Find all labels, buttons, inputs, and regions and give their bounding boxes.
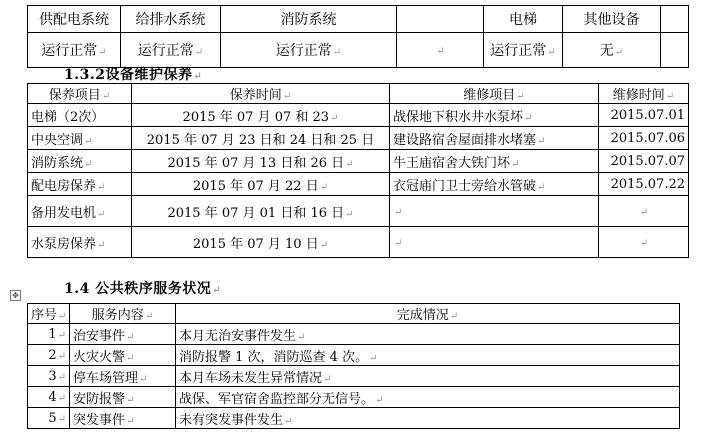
repair-time: 2015.07.07: [599, 150, 689, 173]
table-row: [28, 127, 689, 150]
table-row: [28, 104, 689, 127]
system-status-value-row: [28, 33, 689, 68]
maintenance-item: 水泵房保养↵: [28, 227, 132, 258]
table-cell-empty: [661, 33, 689, 68]
public-order-header-status: 完成情况↵: [176, 304, 680, 324]
repair-time: ↵: [599, 196, 689, 227]
maintenance-time: 2015 年 07 月 07 和 23↵: [132, 104, 390, 127]
table-cell-empty: [661, 6, 689, 33]
repair-item: ↵: [390, 227, 599, 258]
row-number: 2↵: [28, 345, 70, 366]
system-value-fire: 运行正常↵: [221, 33, 397, 68]
maintenance-time: 2015 年 07 月 10 日↵: [132, 227, 390, 258]
maintenance-item: 消防系统↵: [28, 150, 132, 173]
system-value-water: 运行正常↵: [121, 33, 221, 68]
service-content: 安防报警↵: [70, 387, 176, 408]
maintenance-heading: 1.3.2设备维护保养↵: [64, 67, 203, 83]
service-content: 停车场管理↵: [70, 366, 176, 387]
service-content: 治安事件↵: [70, 324, 176, 345]
maintenance-table: [27, 83, 689, 258]
system-value-power: 运行正常↵: [28, 33, 121, 68]
repair-item: 牛王庙宿舍大铁门坏↵: [390, 150, 599, 173]
maintenance-header-item: 保养项目↵: [28, 84, 132, 104]
maintenance-time: 2015 年 07 月 01 日和 16 日↵: [132, 196, 390, 227]
public-order-table: [27, 303, 680, 429]
repair-item: ↵: [390, 196, 599, 227]
table-row: [28, 408, 680, 429]
maintenance-item: 配电房保养↵: [28, 173, 132, 196]
table-row: [28, 366, 680, 387]
maintenance-item: 电梯（2次）: [28, 104, 132, 127]
maintenance-item: 中央空调↵: [28, 127, 132, 150]
repair-item: 战保地下积水井水泵坏↵: [390, 104, 599, 127]
public-order-heading: 1.4 公共秩序服务状况↵: [64, 281, 222, 297]
maintenance-time: 2015 年 07 月 13 日和 26 日↵: [132, 150, 390, 173]
completion-status: 本月无治安事件发生↵: [176, 324, 680, 345]
row-number: 4↵: [28, 387, 70, 408]
table-move-handle-icon[interactable]: ✥: [10, 290, 21, 301]
system-header-empty: [397, 6, 484, 33]
repair-time: 2015.07.22: [599, 173, 689, 196]
maintenance-header-repair-time: 维修时间↵: [599, 84, 689, 104]
public-order-header-content: 服务内容↵: [70, 304, 176, 324]
table-row: [28, 324, 680, 345]
row-number: 5↵: [28, 408, 70, 429]
service-content: 火灾火警↵: [70, 345, 176, 366]
completion-status: 未有突发事件发生↵: [176, 408, 680, 429]
row-number: 3↵: [28, 366, 70, 387]
system-header-other: 其他设备: [563, 6, 661, 33]
system-value-elevator: 运行正常↵: [484, 33, 563, 68]
repair-item: 衣冠庙门卫士旁给水管破↵: [390, 173, 599, 196]
table-row: [28, 150, 689, 173]
system-value-other: 无↵: [563, 33, 661, 68]
table-row: [28, 173, 689, 196]
public-order-header-no: 序号↵: [28, 304, 70, 324]
completion-status: 本月车场未发生异常情况↵: [176, 366, 680, 387]
completion-status: 战保、军官宿舍监控部分无信号。↵: [176, 387, 680, 408]
system-header-fire: 消防系统: [221, 6, 397, 33]
public-order-header-row: [28, 304, 680, 324]
system-status-header-row: [28, 6, 689, 33]
maintenance-time: 2015 年 07 月 23 日和 24 日和 25 日: [132, 127, 390, 150]
table-row: [28, 196, 689, 227]
completion-status: 消防报警 1 次，消防巡查 4 次。↵: [176, 345, 680, 366]
repair-item: 建设路宿舍屋面排水堵塞↵: [390, 127, 599, 150]
table-row: [28, 227, 689, 258]
system-header-water: 给排水系统: [121, 6, 221, 33]
system-value-empty: ↵: [397, 33, 484, 68]
maintenance-header-repair-item: 维修项目↵: [390, 84, 599, 104]
repair-time: 2015.07.01: [599, 104, 689, 127]
table-row: [28, 345, 680, 366]
repair-time: ↵: [599, 227, 689, 258]
service-content: 突发事件↵: [70, 408, 176, 429]
maintenance-item: 备用发电机↵: [28, 196, 132, 227]
system-header-elevator: 电梯: [484, 6, 563, 33]
maintenance-header-time: 保养时间↵: [132, 84, 390, 104]
row-number: 1↵: [28, 324, 70, 345]
repair-time: 2015.07.06: [599, 127, 689, 150]
table-row: [28, 387, 680, 408]
maintenance-header-row: [28, 84, 689, 104]
system-status-table: [27, 5, 689, 68]
maintenance-time: 2015 年 07 月 22 日↵: [132, 173, 390, 196]
system-header-power: 供配电系统: [28, 6, 121, 33]
